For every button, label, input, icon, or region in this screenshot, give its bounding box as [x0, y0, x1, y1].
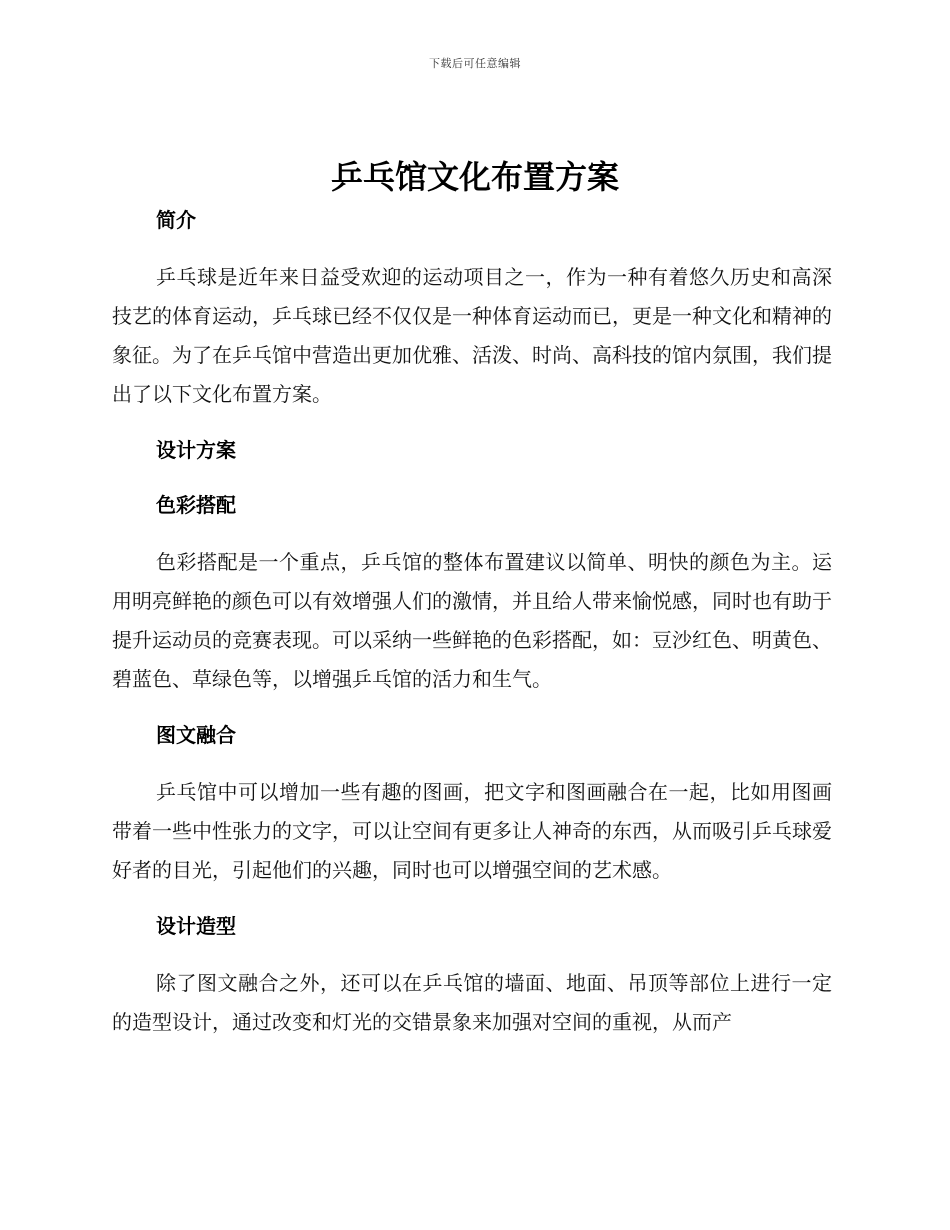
document-title: 乒乓馆文化布置方案 [330, 158, 619, 196]
header-note: 下载后可任意编辑 [429, 57, 521, 70]
document-body [112, 204, 832, 1042]
section-heading-design-plan: 设计方案 [156, 438, 236, 462]
section-heading-color: 色彩搭配 [156, 493, 236, 517]
section-heading-graphics: 图文融合 [156, 723, 236, 747]
section-heading-shape: 设计造型 [156, 914, 236, 938]
section-paragraph-graphics: 乒乓馆中可以增加一些有趣的图画，把文字和图画融合在一起，比如用图画带着一些中性张力的文字，可以让空间有更多让人神奇的东西，从而吸引乒乓球爱好者的目光，引起他们的兴趣，同时也可以增强空间的艺术感。 [112, 780, 832, 882]
section-paragraph-color: 色彩搭配是一个重点，乒乓馆的整体布置建议以简单、明快的颜色为主。运用明亮鲜艳的颜色可以有效增强人们的激情，并且给人带来愉悦感，同时也有助于提升运动员的竞赛表现。可以采纳一些鲜艳的色彩搭配，如：豆沙红色、明黄色、碧蓝色、草绿色等，以增强乒乓馆的活力和生气。 [112, 550, 832, 691]
section-paragraph-shape: 除了图文融合之外，还可以在乒乓馆的墙面、地面、吊顶等部位上进行一定的造型设计，通过改变和灯光的交错景象来加强对空间的重视，从而产 [112, 971, 832, 1034]
section-heading-intro: 简介 [156, 208, 196, 232]
section-paragraph-intro: 乒乓球是近年来日益受欢迎的运动项目之一，作为一种有着悠久历史和高深技艺的体育运动，乒乓球已经不仅仅是一种体育运动而已，更是一种文化和精神的象征。为了在乒乓馆中营造出更加优雅、活泼、时尚、高科技的馆内氛围，我们提出了以下文化布置方案。 [112, 265, 832, 406]
